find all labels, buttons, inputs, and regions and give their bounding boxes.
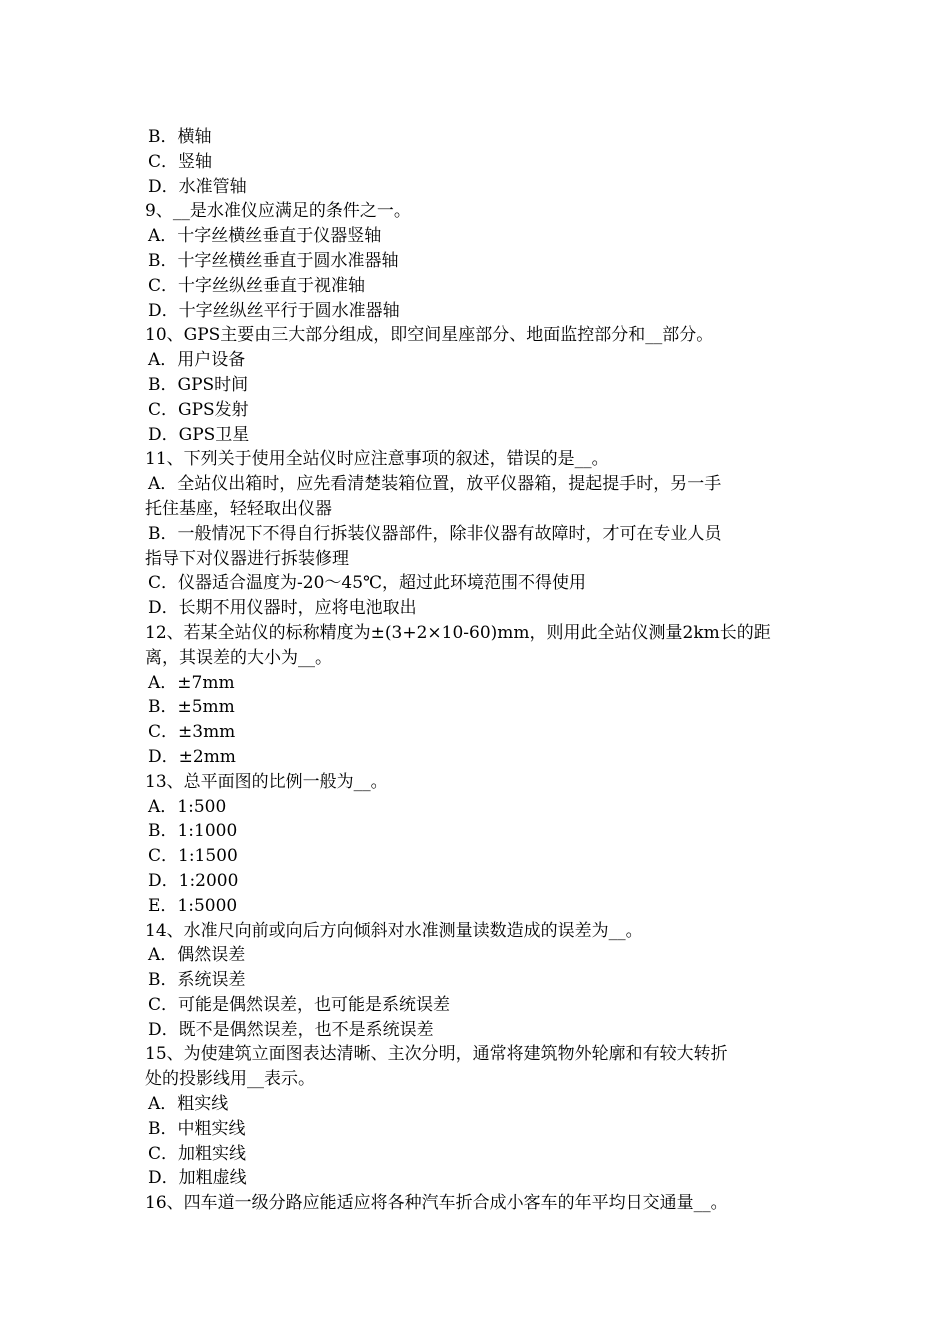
continuation-line: 托住基座，轻轻取出仪器 xyxy=(145,498,332,519)
continuation-line: 处的投影线用__表示。 xyxy=(145,1069,315,1090)
answer-option: B．±5mm xyxy=(148,697,235,718)
question-text: 11、下列关于使用全站仪时应注意事项的叙述，错误的是__。 xyxy=(145,449,609,470)
answer-option: D．±2mm xyxy=(148,746,236,767)
continuation-line: 指导下对仪器进行拆装修理 xyxy=(145,548,349,569)
answer-option: B．一般情况下不得自行拆装仪器部件，除非仪器有故障时，才可在专业人员 xyxy=(148,523,722,544)
answer-option: A．±7mm xyxy=(148,672,235,693)
answer-option: D．1:2000 xyxy=(148,870,239,891)
question-text: 13、总平面图的比例一般为__。 xyxy=(145,771,388,792)
answer-option: A．1:500 xyxy=(148,796,227,817)
question-text: 10、GPS主要由三大部分组成，即空间星座部分、地面监控部分和__部分。 xyxy=(145,325,714,346)
answer-option: B．横轴 xyxy=(148,127,212,147)
answer-option: E．1:5000 xyxy=(148,895,238,916)
answer-option: D．既不是偶然误差，也不是系统误差 xyxy=(148,1019,434,1040)
answer-option: D．长期不用仪器时，应将电池取出 xyxy=(148,598,417,619)
continuation-line: 离，其误差的大小为__。 xyxy=(145,647,332,668)
answer-option: C．GPS发射 xyxy=(148,399,249,420)
answer-option: C．十字丝纵丝垂直于视准轴 xyxy=(148,275,366,296)
answer-option: C．可能是偶然误差，也可能是系统误差 xyxy=(148,994,451,1015)
document-page xyxy=(145,125,810,1216)
answer-option: D．水准管轴 xyxy=(148,176,247,197)
answer-option: B．1:1000 xyxy=(148,821,238,842)
answer-option: A．用户设备 xyxy=(148,350,246,371)
answer-option: A．偶然误差 xyxy=(148,945,246,966)
answer-option: C．仪器适合温度为-20～45℃，超过此环境范围不得使用 xyxy=(148,573,587,594)
answer-option: A．全站仪出箱时，应先看清楚装箱位置，放平仪器箱，提起提手时，另一手 xyxy=(148,474,722,495)
answer-option: B．系统误差 xyxy=(148,970,246,991)
question-text: 9、__是水准仪应满足的条件之一。 xyxy=(145,201,411,222)
answer-option: B．中粗实线 xyxy=(148,1118,246,1139)
answer-option: C．1:1500 xyxy=(148,846,238,867)
question-text: 16、四车道一级分路应能适应将各种汽车折合成小客车的年平均日交通量__。 xyxy=(145,1193,728,1214)
answer-option: D．GPS卫星 xyxy=(148,424,250,445)
answer-option: A．十字丝横丝垂直于仪器竖轴 xyxy=(148,226,382,247)
question-text: 15、为使建筑立面图表达清晰、主次分明，通常将建筑物外轮廓和有较大转折 xyxy=(145,1044,728,1065)
answer-option: C．加粗实线 xyxy=(148,1143,247,1164)
question-text: 12、若某全站仪的标称精度为±(3+2×10-60)mm，则用此全站仪测量2km长的距 xyxy=(145,622,771,643)
answer-option: C．±3mm xyxy=(148,722,236,743)
question-text: 14、水准尺向前或向后方向倾斜对水准测量读数造成的误差为__。 xyxy=(145,920,643,941)
answer-option: D．十字丝纵丝平行于圆水准器轴 xyxy=(148,300,400,321)
answer-option: D．加粗虚线 xyxy=(148,1168,247,1189)
answer-option: B．十字丝横丝垂直于圆水准器轴 xyxy=(148,250,399,271)
answer-option: C．竖轴 xyxy=(148,151,213,172)
answer-option: B．GPS时间 xyxy=(148,374,249,395)
answer-option: A．粗实线 xyxy=(148,1094,229,1115)
